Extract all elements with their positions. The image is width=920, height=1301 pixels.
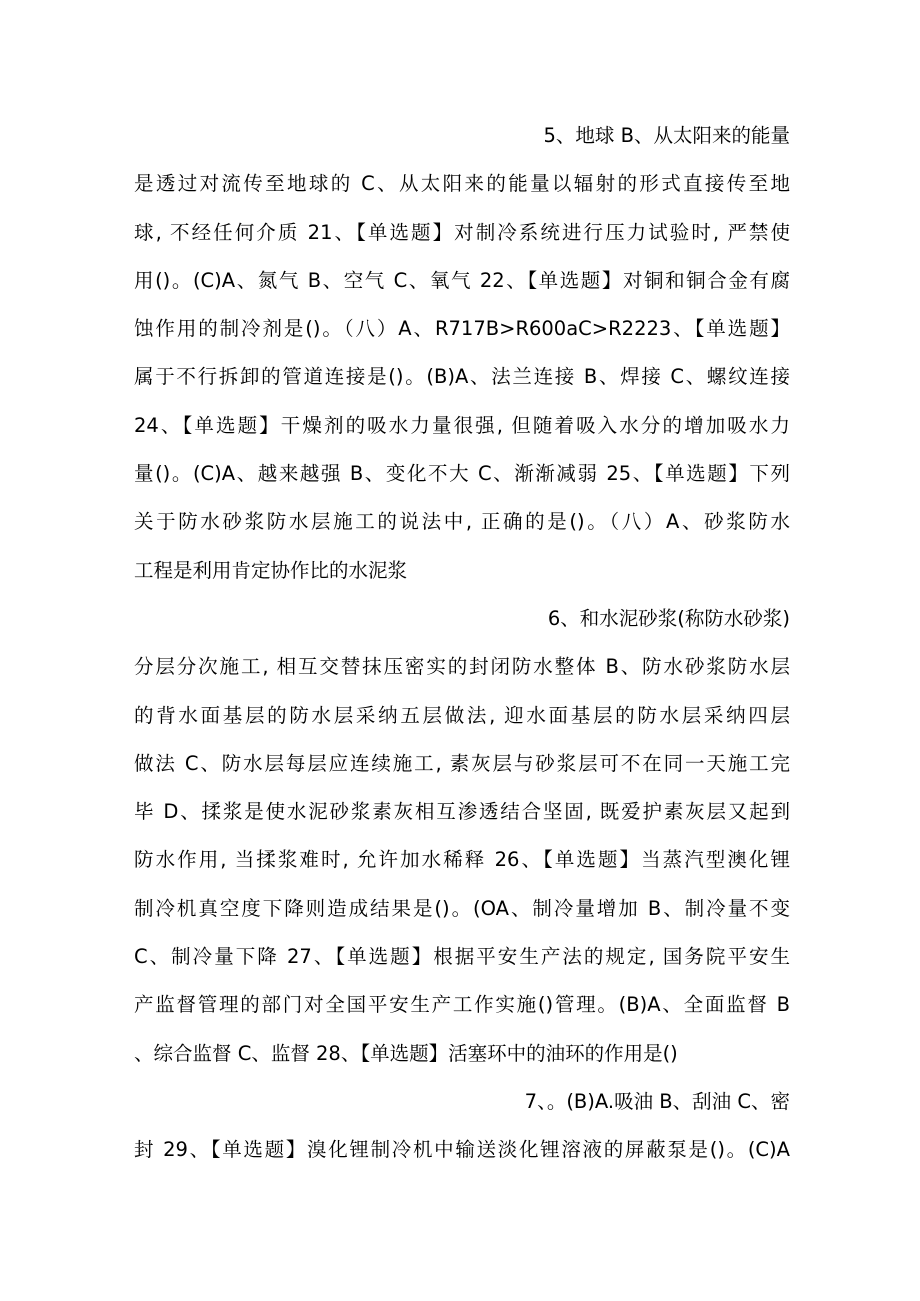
text-line: 量()。(C)A、越来越强 B、变化不大 C、渐渐减弱 25、【单选题】下列 xyxy=(134,462,790,486)
text-line: 毕 D、揉浆是使水泥砂浆素灰相互渗透结合坚固, 既爱护素灰层又起到 xyxy=(134,800,790,824)
document-body xyxy=(134,112,790,1175)
text-line: 的背水面基层的防水层采纳五层做法, 迎水面基层的防水层采纳四层 xyxy=(134,703,790,727)
text-line: 分层分次施工, 相互交替抹压密实的封闭防水整体 B、防水砂浆防水层 xyxy=(134,655,790,679)
text-line: 24、【单选题】干燥剂的吸水力量很强, 但随着吸入水分的增加吸水力 xyxy=(134,413,790,437)
text-line: 封 29、【单选题】溴化锂制冷机中输送淡化锂溶液的屏蔽泵是()。(C)A xyxy=(134,1138,790,1162)
text-line: 6、和水泥砂浆(称防水砂浆) xyxy=(547,606,790,630)
text-line: 防水作用, 当揉浆难时, 允许加水稀释 26、【单选题】当蒸汽型澳化锂 xyxy=(134,848,790,872)
text-line: 5、地球 B、从太阳来的能量 xyxy=(543,124,790,147)
text-line: 产监督管理的部门对全国平安生产工作实施()管理。(B)A、全面监督 B xyxy=(134,993,790,1017)
text-line: 工程是利用肯定协作比的水泥浆 xyxy=(134,558,408,582)
text-line: 做法 C、防水层每层应连续施工, 素灰层与砂浆层可不在同一天施工完 xyxy=(134,751,790,775)
text-line: 球, 不经任何介质 21、【单选题】对制冷系统进行压力试验时, 严禁使 xyxy=(134,220,790,244)
text-line: 属于不行拆卸的管道连接是()。(B)A、法兰连接 B、焊接 C、螺纹连接 xyxy=(134,365,790,389)
text-line: 、综合监督 C、监督 28、【单选题】活塞环中的油环的作用是() xyxy=(134,1041,678,1065)
text-line: 7、。(B)A.吸油 B、刮油 C、密 xyxy=(524,1089,790,1113)
text-line: 制冷机真空度下降则造成结果是()。(OA、制冷量增加 B、制冷量不变 xyxy=(134,896,790,920)
text-line: 蚀作用的制冷剂是()。（八）A、R717B>R600aC>R2223、【单选题】 xyxy=(134,317,790,341)
text-line: 关于防水砂浆防水层施工的说法中, 正确的是()。（八）A、砂浆防水 xyxy=(134,510,790,534)
text-line: 用()。(C)A、氮气 B、空气 C、氧气 22、【单选题】对铜和铜合金有腐 xyxy=(134,268,790,292)
text-line: 是透过对流传至地球的 C、从太阳来的能量以辐射的形式直接传至地 xyxy=(134,172,790,196)
text-line: C、制冷量下降 27、【单选题】根据平安生产法的规定, 国务院平安生 xyxy=(134,945,790,969)
